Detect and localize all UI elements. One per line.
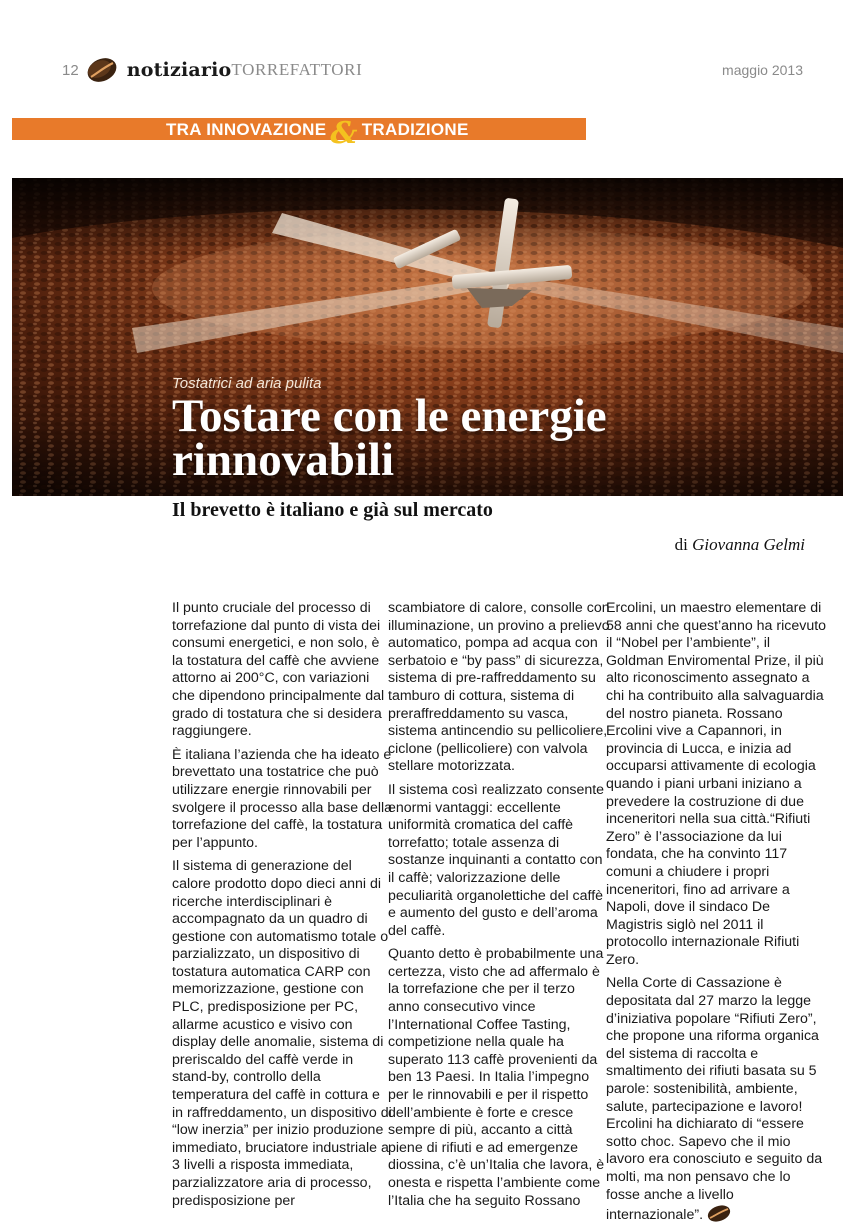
paragraph: scambiatore di calore, consolle con illuminazione, un provino a prelievo automatico, pompa ad acqua con serbatoio e “by pass” di sicurezza, sistema di pre-raffreddamento su tamburo di cottura, sistema di preraffreddamento su vasca, sistema antincendio su pellicoliere, ciclone (pellicoliere) con valvola stellare motorizzata. (388, 600, 610, 775)
paragraph: È italiana l’azienda che ha ideato e brevettato una tostatrice che può utilizzare energie rinnovabili per svolgere il processo alla base della torrefazione del caffè, la tostatura per l’appunto. (172, 746, 393, 851)
paragraph: Quanto detto è probabilmente una certezza, visto che ad affermalo è la torrefazione che per il terzo anno consecutivo vince l’International Coffee Tasting, competizione nella quale ha superato 113 caffè provenienti da ben 13 Paesi. In Italia l’impegno per le rinnovabili e per il rispetto dell’ambiente è forte e cresce sempre di più, accanto a città piene di rifiuti e ad emergenze diossina, c’è un’Italia che lavora, è onesta e rispetta l’ambiente come l’Italia che ha seguito Rossano (388, 946, 605, 1209)
paragraph: Il sistema di generazione del calore prodotto dopo dieci anni di ricerche interdisciplinari è accompagnato da un quadro di gestione con automatismo totale o parzializzato, un dispositivo di tostatura automatica CARP con memorizzazione, gestione con PLC, predisposizione per PC, allarme acustico e visivo con display delle anomalie, sistema di preriscaldo del caffè verde in stand-by, controllo della temperatura del caffè in cottura e in raffreddamento, un dispositivo di “low inerzia” per inizio produzione immediato, bruciatore industriale a 3 livelli a risposta immediata, parzializzatore aria di processo, predisposizione per (172, 858, 392, 1209)
author-name: Giovanna Gelmi (692, 535, 805, 554)
end-mark-coffee-bean-icon (706, 1204, 732, 1223)
publication-subname: TORREFATTORI (231, 60, 363, 79)
article-kicker: Tostatrici ad aria pulita (172, 375, 322, 392)
section-label-part2: TRADIZIONE (361, 120, 469, 139)
byline (675, 535, 805, 555)
text-column-1 (172, 600, 394, 1216)
byline-prefix: di (674, 535, 688, 554)
paragraph: Il sistema così realizzato consente enormi vantaggi: eccellente uniformità cromatica del caffè torrefatto; totale assenza di sostanze inquinanti a contatto con il caffè; valorizzazione delle peculiarità organolettiche del caffè e aumento del gusto e dell’aroma del caffè. (388, 781, 605, 939)
text-column-3 (606, 600, 828, 1231)
paragraph-text: Nella Corte di Cassazione è depositata dal 27 marzo la legge d’iniziativa popolare “Rifiuti Zero”, che propone una riforma organica del sistema di raccolta e smaltimento dei rifiuti basata su 5 parole: sostenibilità, ambiente, salute, partecipazione e lavoro! Ercolini ha dichiarato di “essere sotto choc. Sapevo che il mio lavoro era conosciuto e seguito da molti, ma non pensavo che lo fosse anche a livello internazionale”. (606, 975, 823, 1224)
issue-date: maggio 2013 (722, 62, 803, 78)
section-label-part1: TRA INNOVAZIONE (166, 120, 327, 139)
text-column-2 (388, 600, 610, 1216)
section-label (166, 116, 469, 151)
page-number: 12 (62, 61, 79, 79)
article-title: Tostare con le energie rinnovabili (172, 390, 607, 486)
section-ampersand: & (330, 116, 358, 151)
publication-name: notiziario (126, 59, 232, 81)
article-subtitle: Il brevetto è italiano e già sul mercato (172, 499, 493, 521)
coffee-bean-icon (85, 57, 119, 83)
paragraph-last (606, 975, 828, 1224)
paragraph: Il punto cruciale del processo di torrefazione dal punto di vista dei consumi energetici, e non solo, è la tostatura del caffè che avviene attorno ai 200°C, con variazioni che dipendono principalmente dal grado di tostatura che si desidera raggiungere. (172, 600, 385, 740)
paragraph: Ercolini, un maestro elementare di 58 anni che quest’anno ha ricevuto il “Nobel per l’ambiente”, il Goldman Enviromental Prize, il più alto riconoscimento assegnato a chi ha contribuito alla salvaguardia del nostro pianeta. Rossano Ercolini vive a Capannori, in provincia di Lucca, e inizia ad occuparsi attivamente di ecologia quando i piani urbani iniziano a prevedere la costruzione di due inceneritori nella sua città.“Rifiuti Zero” è l’associazione da lui fondata, che ha convinto 117 comuni a chiudere i propri inceneritori, fino ad arrivare a Napoli, dove il sindaco De Magistris siglò nel 2011 il protocollo internazionale Rifiuti Zero. (606, 600, 827, 968)
page-header (62, 56, 362, 84)
